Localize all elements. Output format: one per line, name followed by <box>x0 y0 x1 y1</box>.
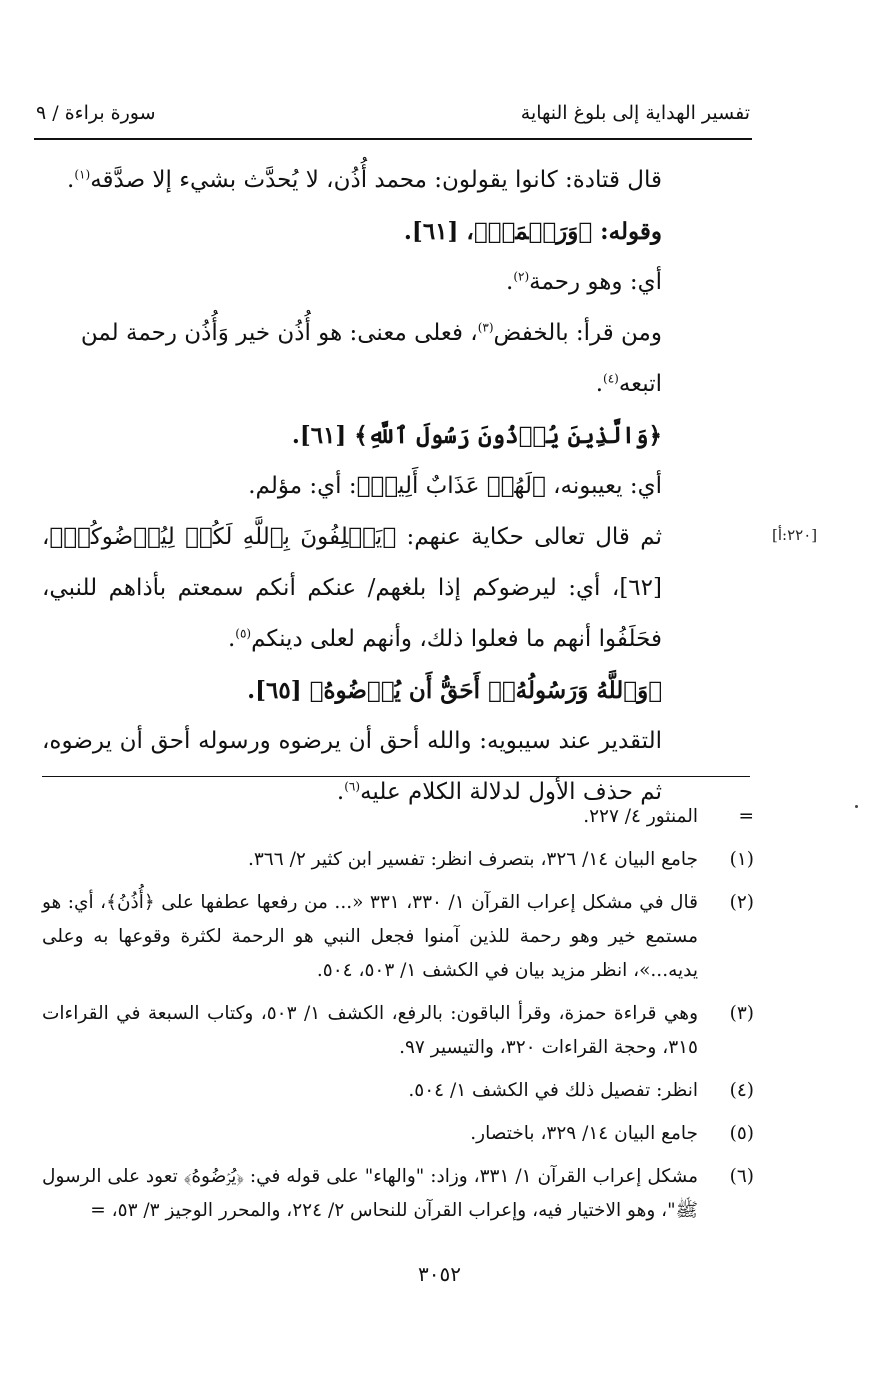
header-rule <box>34 138 752 140</box>
page-number: ٣٠٥٢ <box>418 1262 461 1286</box>
manuscript-margin-ref: [٢٢٠:أ] <box>772 526 818 544</box>
footnote-6: (٦) مشكل إعراب القرآن ١/ ٣٣١، وزاد: "والهاء" على قوله في: ﴿يُرۡضُوهُ﴾ تعود على الرسول ﷺ"، وهو الاختيار فيه، وإعراب القرآن للنحاس ٢/ ٢٢٤، والمحرر الوجيز ٣/ ٥٣، = <box>42 1166 754 1221</box>
footnotes <box>42 800 754 1237</box>
book-title: تفسير الهداية إلى بلوغ النهاية <box>520 102 750 124</box>
footnote-ref-3: (٣) <box>477 320 494 335</box>
paragraph-verse-rahma: وقوله: ﴿وَرَحۡمَةٞ﴾، [٦١]. <box>403 218 662 245</box>
footnote-ref-5: (٥) <box>235 626 252 641</box>
footnote-3: (٣) وهي قراءة حمزة، وقرأ الباقون: بالرفع، الكشف ١/ ٥٠٣، وكتاب السبعة في القراءات ٣١٥، وحجة القراءات ٣٢٠، والتيسير ٩٧. <box>42 1003 754 1058</box>
footnote-ref-2: (٢) <box>513 269 530 284</box>
paragraph-rahma-meaning: أي: وهو رحمة$^{(٢)}$. <box>506 269 662 295</box>
footnote-ref-1: (١) <box>74 167 91 182</box>
paragraph-yahlifun: ثم قال تعالى حكاية عنهم: ﴿يَحۡلِفُونَ بِٱللَّهِ لَكُمۡ لِيُرۡضُوكُمۡ﴾، [٦٢]، أي: ليرضوكم إذا بلغهم/ عنكم أنكم سمعتم بأذاهم للنبي، فحَلَفُوا أنهم ما فعلوا ذلك، وأنهم لعلى دينكم$^{(٥)}$. <box>42 524 662 652</box>
footnote-continuation: = المنثور ٤/ ٢٢٧. <box>583 806 754 827</box>
main-text <box>42 155 754 818</box>
paragraph-qatada: قال قتادة: كانوا يقولون: محمد أُذُن، لا يُحدَّث بشيء إلا صدَّقه$^{(١)}$. <box>67 167 662 193</box>
footnote-5: (٥) جامع البيان ١٤/ ٣٢٩، باختصار. <box>470 1123 754 1144</box>
surah-label: سورة براءة / ٩ <box>36 102 156 124</box>
footnote-4: (٤) انظر: تفصيل ذلك في الكشف ١/ ٥٠٤. <box>408 1080 754 1101</box>
scan-speck <box>855 805 858 808</box>
footnote-1: (١) جامع البيان ١٤/ ٣٢٦، بتصرف انظر: تفسير ابن كثير ٢/ ٣٦٦. <box>247 849 754 870</box>
running-header <box>36 100 750 134</box>
footnote-ref-4: (٤) <box>603 371 619 386</box>
paragraph-khafd-reading: ومن قرأ: بالخفض$^{(٣)}$، فعلى معنى: هو أُذُن خير وَأُذُن رحمة لمن اتبعه$^{(٤)}$. <box>80 320 662 397</box>
footnote-rule <box>42 776 750 777</box>
paragraph-yaibunahu: أي: يعيبونه، ﴿لَهُمۡ عَذَابٌ أَلِيمٞ﴾: أي: مؤلم. <box>248 473 662 499</box>
footnote-2: (٢) قال في مشكل إعراب القرآن ١/ ٣٣٠، ٣٣١ «... من رفعها عطفها على ﴿أُذُنُ﴾، أي: هو مستمع خير وهو رحمة للذين آمنوا فجعل النبي هو الرحمة لكثرة وقوعها به وعلى يديه...»، انظر مزيد بيان في الكشف ١/ ٥٠٣، ٥٠٤. <box>42 892 754 981</box>
paragraph-verse-ahaqq: ﴿وَٱللَّهُ وَرَسُولُهُۥٓ أَحَقُّ أَن يُرۡضُوهُ﴾ [٦٥]. <box>247 677 662 704</box>
footnote-ref-6: (٦) <box>344 779 361 794</box>
paragraph-verse-yuthun: ﴿وَالَّذِينَ يُؤۡذُونَ رَسُولَ ٱللَّهِ﴾ [٦١]. <box>291 422 662 449</box>
paragraph-sibawayh: التقدير عند سيبويه: والله أحق أن يرضوه ورسوله أحق أن يرضوه، ثم حذف الأول لدلالة الكلام عليه$^{(٦)}$. <box>42 728 662 805</box>
